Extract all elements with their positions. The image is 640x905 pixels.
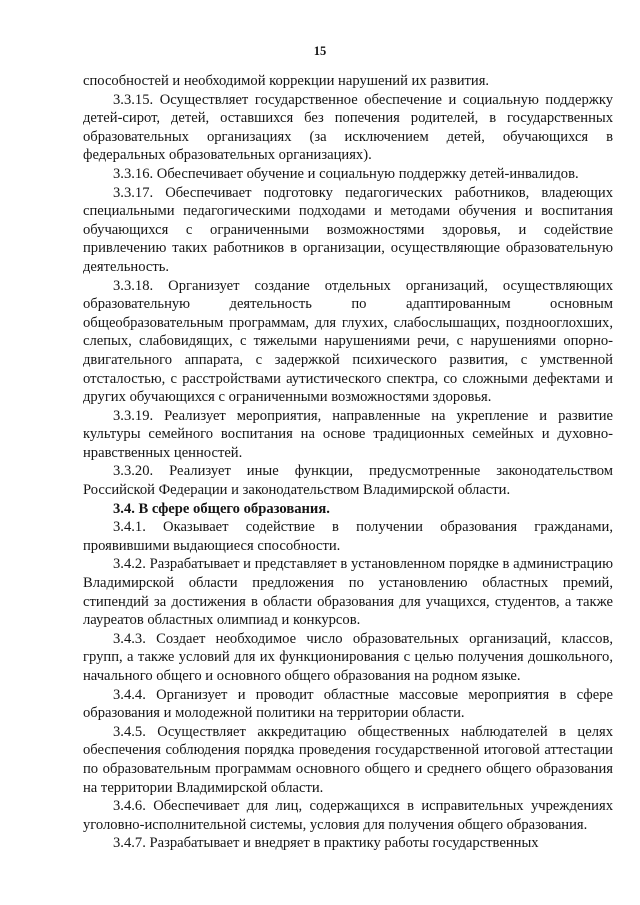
paragraph: 3.4.5. Осуществляет аккредитацию общественных наблюдателей в целях обеспечения соблюдения порядка проведения государственной итоговой аттестации по образовательным программам основного общего и среднего общего образования на территории Владимирской области.	[83, 723, 613, 796]
paragraph: 3.3.15. Осуществляет государственное обеспечение и социальную поддержку детей-сирот, детей, оставшихся без попечения родителей, в государственных образовательных организациях (за исключением детей, обучающихся в федеральных образовательных организациях).	[83, 91, 613, 164]
paragraph: 3.4.3. Создает необходимое число образовательных организаций, классов, групп, а также условий для их функционирования с целью получения дошкольного, начального общего и основного общего образования на родном языке.	[83, 630, 613, 684]
paragraph: 3.4.4. Организует и проводит областные массовые мероприятия в сфере образования и молодежной политики на территории области.	[83, 686, 613, 722]
paragraph: 3.3.16. Обеспечивает обучение и социальную поддержку детей-инвалидов.	[113, 165, 579, 182]
page-number: 15	[313, 44, 327, 58]
paragraph: 3.4.2. Разрабатывает и представляет в установленном порядке в администрацию Владимирской области предложения по установлению областных премий, стипендий за достижения в области образования для учащихся, студентов, а также лауреатов областных олимпиад и конкурсов.	[83, 556, 613, 629]
section-heading: 3.4. В сфере общего образования.	[113, 500, 330, 517]
paragraph: 3.3.17. Обеспечивает подготовку педагогических работников, владеющих специальными педагогическими подходами и методами обучения и воспитания обучающихся с ограниченными возможностями здоровья, и содействие привлечению таких работников в организации, осуществляющие образовательную деятельность.	[83, 184, 613, 275]
paragraph: 3.3.20. Реализует иные функции, предусмотренные законодательством Российской Федерации и законодательством Владимирской области.	[83, 463, 613, 499]
document-body	[83, 72, 613, 853]
paragraph: 3.3.18. Организует создание отдельных организаций, осуществляющих образовательную деятельность по адаптированным основным общеобразовательным программам, для глухих, слабослышащих, позднооглохших, слепых, слабовидящих, с тяжелыми нарушениями речи, с нарушениями опорно-двигательного аппарата, с задержкой психического развития, с умственной отсталостью, с расстройствами аутистического спектра, со сложными дефектами и других обучающихся с ограниченными возможностями здоровья.	[83, 277, 613, 406]
paragraph: 3.4.6. Обеспечивает для лиц, содержащихся в исправительных учреждениях уголовно-исполнительной системы, условия для получения общего образования.	[83, 798, 613, 833]
paragraph: 3.4.7. Разрабатывает и внедряет в практику работы государственных	[113, 835, 539, 852]
paragraph: 3.3.19. Реализует мероприятия, направленные на укрепление и развитие культуры семейного воспитания на основе традиционных семейных и духовно-нравственных ценностей.	[83, 407, 613, 461]
paragraph: способностей и необходимой коррекции нарушений их развития.	[83, 73, 490, 89]
paragraph: 3.4.1. Оказывает содействие в получении образования гражданами, проявившими выдающиеся способности.	[83, 519, 613, 554]
